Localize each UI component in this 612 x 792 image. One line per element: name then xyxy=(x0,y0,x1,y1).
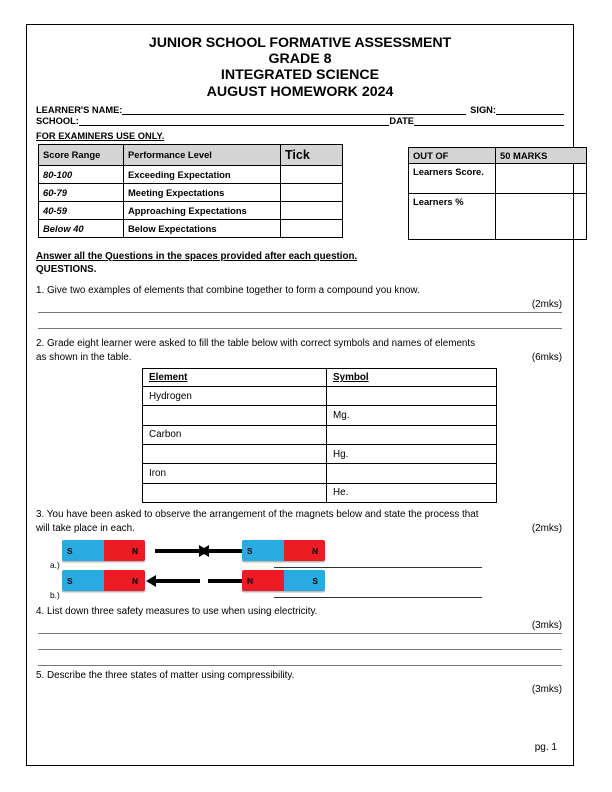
learner-name-label: LEARNER'S NAME: xyxy=(36,104,123,115)
question-2-text-line-2: as shown in the table. xyxy=(36,352,132,364)
magnet-row-a-label: a.) xyxy=(50,560,60,571)
table-row xyxy=(143,445,497,464)
symbol-cell[interactable] xyxy=(327,425,497,444)
pole-label: S xyxy=(247,545,253,556)
table-row xyxy=(143,406,497,425)
question-4-marks: (3mks) xyxy=(531,620,562,632)
symbol-cell[interactable]: Hg. xyxy=(327,445,497,464)
element-cell[interactable] xyxy=(143,483,327,502)
magnet-row-a xyxy=(36,540,564,571)
question-3-marks: (2mks) xyxy=(531,522,562,534)
table-row xyxy=(39,201,343,219)
date-input[interactable] xyxy=(414,117,564,126)
score-range-value: Below 40 xyxy=(39,219,124,237)
question-1 xyxy=(36,284,564,310)
question-2-marks: (6mks) xyxy=(531,352,562,364)
performance-level-value: Approaching Expectations xyxy=(124,201,281,219)
table-header-row xyxy=(39,144,343,165)
table-row xyxy=(143,387,497,406)
spacer xyxy=(36,619,564,633)
magnet-diagram xyxy=(36,540,564,604)
element-cell[interactable]: Carbon xyxy=(143,425,327,444)
tick-cell[interactable] xyxy=(281,183,343,201)
pole-label: N xyxy=(131,575,138,586)
spacer xyxy=(36,650,564,665)
performance-level-value: Meeting Expectations xyxy=(124,183,281,201)
score-range-value: 40-59 xyxy=(39,201,124,219)
element-cell[interactable]: Hydrogen xyxy=(143,387,327,406)
question-3-text-line-2: will take place in each. xyxy=(36,522,135,534)
grade-subtitle: GRADE 8 xyxy=(268,51,332,68)
spacer xyxy=(36,634,564,649)
element-cell[interactable] xyxy=(143,406,327,425)
table-header-row xyxy=(143,369,497,387)
answer-line-a[interactable] xyxy=(274,567,482,568)
col-element xyxy=(143,369,327,387)
magnet-north-pole xyxy=(104,540,146,561)
arrow-right-icon xyxy=(155,549,200,553)
score-range-value: 80-100 xyxy=(39,165,124,183)
element-cell[interactable]: Iron xyxy=(143,464,327,483)
date-label: DATE xyxy=(389,115,414,126)
score-range-table xyxy=(38,144,343,238)
question-3-text-line-1: 3. You have been asked to observe the arrangement of the magnets below and state the process that xyxy=(36,508,479,520)
element-cell[interactable] xyxy=(143,445,327,464)
col-tick: Tick xyxy=(281,144,343,165)
learner-name-input[interactable] xyxy=(122,106,466,115)
pole-label: S xyxy=(67,575,73,586)
question-2 xyxy=(36,337,564,365)
table-row xyxy=(409,163,587,193)
arrow-left-icon xyxy=(155,579,200,583)
sign-input[interactable] xyxy=(496,106,564,115)
table-row xyxy=(143,483,497,502)
page-title: JUNIOR SCHOOL FORMATIVE ASSESSMENT xyxy=(148,35,452,51)
table-header-row xyxy=(409,147,587,163)
pole-label: N xyxy=(311,545,318,556)
question-4 xyxy=(36,605,564,632)
magnet-north-pole xyxy=(284,540,326,561)
performance-level-value: Exceeding Expectation xyxy=(124,165,281,183)
magnet-south-pole xyxy=(284,570,326,591)
marks-summary-table xyxy=(408,147,587,240)
pole-label: N xyxy=(131,545,138,556)
table-row xyxy=(143,464,497,483)
school-input[interactable] xyxy=(79,117,390,126)
learners-score-label: Learners Score. xyxy=(409,163,496,193)
col-total-marks: 50 MARKS xyxy=(496,147,587,163)
question-1-marks: (2mks) xyxy=(531,298,562,310)
performance-level-value: Below Expectations xyxy=(124,219,281,237)
answer-line[interactable] xyxy=(38,665,562,666)
magnet-south-pole xyxy=(242,540,284,561)
magnet-a-right xyxy=(242,540,325,561)
sign-label: SIGN: xyxy=(470,104,496,115)
question-1-text: 1. Give two examples of elements that combine together to form a compound you know. xyxy=(36,284,420,296)
question-5-text: 5. Describe the three states of matter using compressibility. xyxy=(36,670,295,682)
magnet-b-left xyxy=(62,570,145,591)
spacer xyxy=(36,298,564,312)
learners-percent-value[interactable] xyxy=(496,193,587,239)
answer-instruction-text: Answer all the Questions in the spaces provided after each question. xyxy=(36,250,358,262)
question-5 xyxy=(36,669,564,696)
magnet-north-pole xyxy=(242,570,284,591)
answer-line[interactable] xyxy=(38,328,562,329)
magnet-south-pole xyxy=(62,570,104,591)
tick-cell[interactable] xyxy=(281,219,343,237)
exam-page xyxy=(26,24,574,766)
tick-cell[interactable] xyxy=(281,201,343,219)
spacer xyxy=(36,313,564,328)
col-symbol xyxy=(327,369,497,387)
magnet-b-right xyxy=(242,570,325,591)
symbol-cell[interactable]: Mg. xyxy=(327,406,497,425)
question-5-marks: (3mks) xyxy=(531,684,562,696)
document-title-block xyxy=(36,35,564,100)
learners-percent-label: Learners % xyxy=(409,193,496,239)
table-row xyxy=(39,183,343,201)
symbol-cell[interactable]: He. xyxy=(327,483,497,502)
magnet-north-pole xyxy=(104,570,146,591)
question-3 xyxy=(36,508,564,536)
score-range-value: 60-79 xyxy=(39,183,124,201)
magnet-a-left xyxy=(62,540,145,561)
col-performance-level: Performance Level xyxy=(124,144,281,165)
table-row xyxy=(39,165,343,183)
table-row xyxy=(143,425,497,444)
answer-instruction xyxy=(36,251,564,263)
questions-heading: QUESTIONS. xyxy=(36,263,97,275)
pole-label: S xyxy=(312,575,318,586)
col-out-of: OUT OF xyxy=(409,147,496,163)
col-score-range: Score Range xyxy=(39,144,124,165)
magnet-south-pole xyxy=(62,540,104,561)
col-element-label: Element xyxy=(149,372,188,384)
element-symbol-table xyxy=(142,368,497,503)
page-number: pg. 1 xyxy=(534,742,557,753)
col-symbol-label: Symbol xyxy=(333,372,369,384)
school-row xyxy=(36,116,564,127)
table-row xyxy=(409,193,587,239)
tick-cell[interactable] xyxy=(281,165,343,183)
answer-line-b[interactable] xyxy=(274,597,482,598)
examiners-use-only-label: FOR EXAMINERS USE ONLY. xyxy=(36,130,165,141)
symbol-cell[interactable] xyxy=(327,464,497,483)
pole-label: S xyxy=(67,545,73,556)
pole-label: N xyxy=(247,575,254,586)
symbol-cell[interactable] xyxy=(327,387,497,406)
learners-score-value[interactable] xyxy=(496,163,587,193)
table-row xyxy=(39,219,343,237)
subject-subtitle: INTEGRATED SCIENCE xyxy=(220,67,380,84)
question-4-text: 4. List down three safety measures to use when using electricity. xyxy=(36,606,318,618)
assessment-subtitle: AUGUST HOMEWORK 2024 xyxy=(206,83,394,100)
magnet-row-b xyxy=(36,570,564,601)
examiner-tables-region xyxy=(36,144,564,250)
learner-name-row xyxy=(36,105,564,116)
school-label: SCHOOL: xyxy=(36,115,79,126)
magnet-row-b-label: b.) xyxy=(50,590,60,601)
question-2-text-line-1: 2. Grade eight learner were asked to fill the table below with correct symbols and names of elements xyxy=(36,337,476,349)
